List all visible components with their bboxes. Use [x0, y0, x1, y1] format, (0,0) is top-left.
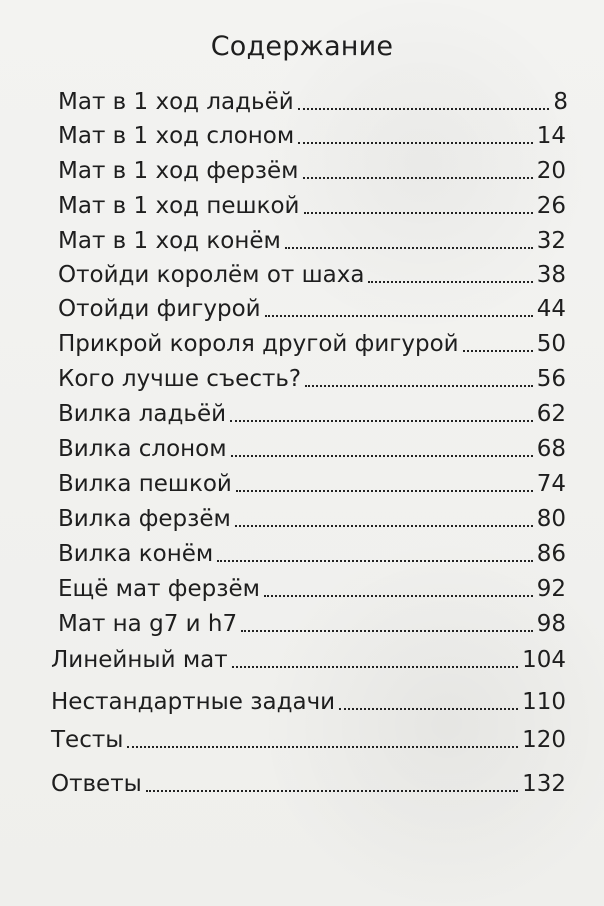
dot-leader	[298, 108, 550, 110]
toc-entry-page: 50	[536, 331, 566, 357]
toc-entry-page: 44	[536, 296, 566, 322]
dot-leader	[236, 490, 533, 492]
toc-row	[58, 118, 566, 150]
toc-row	[51, 766, 566, 798]
toc-entry-title: Вилка ладьёй	[58, 401, 227, 427]
toc-entry-page: 38	[536, 262, 566, 288]
toc-entry-page: 56	[536, 366, 566, 392]
toc-row	[51, 642, 566, 674]
dot-leader	[304, 212, 533, 214]
dot-leader	[463, 350, 533, 352]
toc-entry-title: Мат в 1 ход слоном	[58, 123, 295, 149]
toc-entry-page: 92	[536, 576, 566, 602]
toc-entry-title: Ответы	[51, 771, 142, 797]
toc-row	[51, 722, 566, 754]
toc-entry-title: Вилка конём	[58, 541, 214, 567]
toc-row	[58, 606, 566, 638]
toc-row	[58, 431, 566, 463]
toc-row	[58, 396, 566, 428]
toc-entry-page: 20	[536, 158, 566, 184]
toc-entry-title: Отойди королём от шаха	[58, 262, 365, 288]
dot-leader	[285, 247, 533, 249]
toc-entry-title: Нестандартные задачи	[51, 689, 336, 715]
dot-leader	[217, 560, 532, 562]
dot-leader	[241, 630, 533, 632]
dot-leader	[305, 385, 533, 387]
dot-leader	[368, 281, 532, 283]
dot-leader	[127, 746, 518, 748]
toc-row	[58, 536, 566, 568]
toc-row	[58, 257, 566, 289]
toc-entry-title: Мат в 1 ход ладьёй	[58, 89, 294, 115]
toc-row	[58, 188, 566, 220]
toc-entry-title: Мат в 1 ход ферзём	[58, 158, 299, 184]
toc-entry-title: Мат на g7 и h7	[58, 611, 238, 637]
toc-entry-page: 120	[522, 727, 566, 753]
dot-leader	[298, 142, 532, 144]
toc-entry-page: 98	[536, 611, 566, 637]
toc-row	[58, 326, 566, 358]
toc-row	[58, 291, 566, 323]
toc-row	[58, 466, 566, 498]
toc-entry-title: Прикрой короля другой фигурой	[58, 331, 459, 357]
toc-row	[58, 501, 566, 533]
toc-entry-title: Мат в 1 ход пешкой	[58, 193, 300, 219]
toc-entry-title: Вилка ферзём	[58, 506, 231, 532]
dot-leader	[264, 595, 533, 597]
toc-entry-title: Тесты	[51, 727, 124, 753]
toc-entry-page: 8	[553, 89, 568, 115]
dot-leader	[339, 708, 518, 710]
dot-leader	[230, 420, 533, 422]
toc-entry-page: 104	[522, 647, 566, 673]
toc-entry-page: 32	[536, 228, 566, 254]
toc-entry-title: Мат в 1 ход конём	[58, 228, 281, 254]
toc-entry-title: Вилка слоном	[58, 436, 227, 462]
toc-entry-page: 80	[536, 506, 566, 532]
toc-entry-title: Линейный мат	[51, 647, 228, 673]
toc-entry-page: 110	[522, 689, 566, 715]
dot-leader	[146, 790, 518, 792]
toc-entry-page: 62	[536, 401, 566, 427]
toc-entry-page: 132	[522, 771, 566, 797]
dot-leader	[232, 666, 518, 668]
toc-entry-title: Ещё мат ферзём	[58, 576, 260, 602]
toc-row	[51, 684, 566, 716]
toc-entry-title: Кого лучше съесть?	[58, 366, 302, 392]
dot-leader	[303, 177, 533, 179]
toc-row	[58, 84, 568, 116]
toc-entry-title: Отойди фигурой	[58, 296, 261, 322]
toc-row	[58, 361, 566, 393]
toc-entry-title: Вилка пешкой	[58, 471, 232, 497]
toc-entry-page: 74	[536, 471, 566, 497]
toc-entry-page: 68	[536, 436, 566, 462]
dot-leader	[231, 455, 533, 457]
toc-entry-page: 86	[536, 541, 566, 567]
dot-leader	[265, 315, 533, 317]
dot-leader	[235, 525, 533, 527]
toc-row	[58, 571, 566, 603]
toc-row	[58, 223, 566, 255]
toc-entry-page: 26	[536, 193, 566, 219]
toc-entry-page: 14	[536, 123, 566, 149]
page-title: Содержание	[210, 31, 394, 62]
toc-row	[58, 153, 566, 185]
